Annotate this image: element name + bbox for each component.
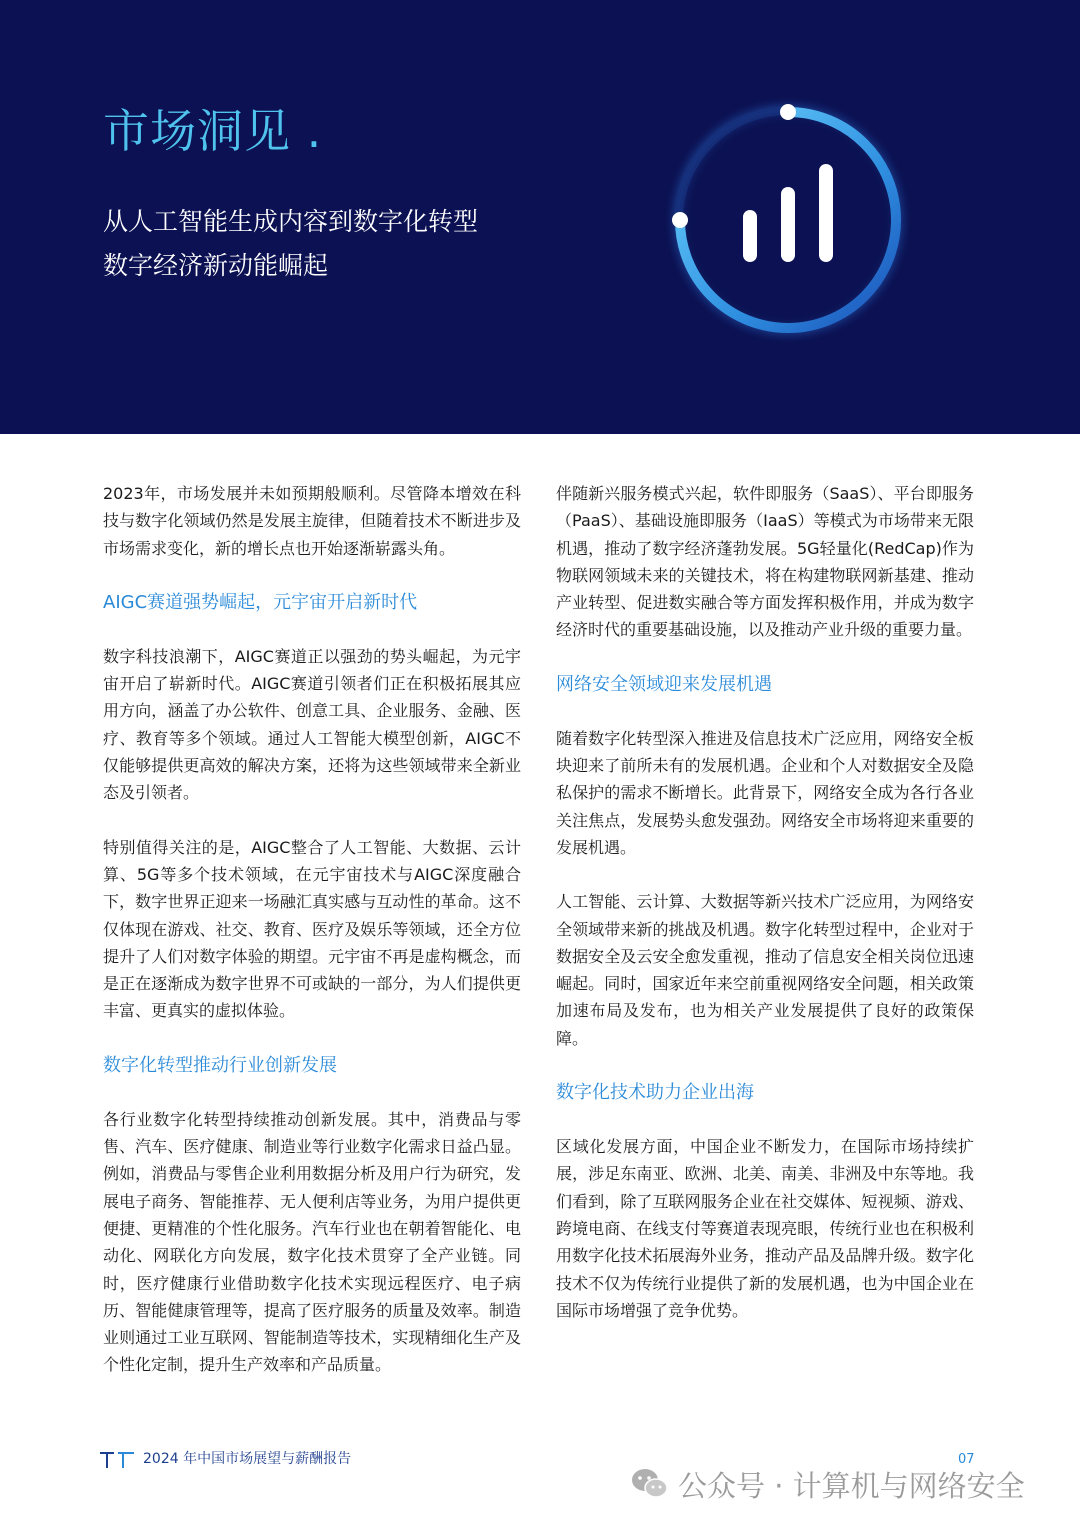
- report-title: 2024 年中国市场展望与薪酬报告: [143, 1451, 352, 1467]
- cybersecurity-paragraph-2: 人工智能、云计算、大数据等新兴技术广泛应用，为网络安全领域带来新的挑战及机遇。数字化转型过程中，企业对于数据安全及云安全愈发重视，推动了信息安全相关岗位迅速崛起。同时，国家近年来空前重视网络安全问题，相关政策加速布局及发布，也为相关产业发展提供了良好的政策保障。: [556, 892, 974, 1048]
- section-heading-digital-transformation: 数字化转型推动行业创新发展: [103, 1054, 337, 1076]
- report-logo-icon: [100, 1450, 136, 1470]
- right-column: [556, 480, 974, 1351]
- going-global-paragraph: 区域化发展方面，中国企业不断发力，在国际市场持续扩展，涉足东南亚、欧洲、北美、南美、非洲及中东等地。我们看到，除了互联网服务企业在社交媒体、短视频、游戏、跨境电商、在线支付等赛道表现亮眼，传统行业也在积极利用数字化技术拓展海外业务，推动产品及品牌升级。数字化技术不仅为传统行业提供了新的发展机遇，也为中国企业在国际市场增强了竞争优势。: [556, 1137, 974, 1320]
- watermark-text: 公众号 · 计算机与网络安全: [678, 1468, 1025, 1503]
- digital-transformation-paragraph: 各行业数字化转型持续推动创新发展。其中，消费品与零售、汽车、医疗健康、制造业等行业数字化需求日益凸显。例如，消费品与零售企业利用数据分析及用户行为研究，发展电子商务、智能推荐、无人便利店等业务，为用户提供更便捷、更精准的个性化服务。汽车行业也在朝着智能化、电动化、网联化方向发展，数字化技术贯穿了全产业链。同时，医疗健康行业借助数字化技术实现远程医疗、电子病历、智能健康管理等，提高了医疗服务的质量及效率。制造业则通过工业互联网、智能制造等技术，实现精细化生产及个性化定制，提升生产效率和产品质量。: [103, 1109, 521, 1375]
- wechat-icon: [630, 1466, 670, 1502]
- section-heading-aigc: AIGC赛道强势崛起，元宇宙开启新时代: [103, 591, 418, 613]
- right-intro-paragraph: 伴随新兴服务模式兴起，软件即服务（SaaS）、平台即服务（PaaS）、基础设施即服务（IaaS）等模式为市场带来无限机遇，推动了数字经济蓬勃发展。5G轻量化(RedCap)作为物联网领域未来的关键技术，将在构建物联网新基建、推动产业转型、促进数实融合等方面发挥积极作用，并成为数字经济时代的重要基础设施，以及推动产业升级的重要力量。: [556, 484, 974, 640]
- hero-banner: [0, 0, 1080, 434]
- aigc-paragraph-2: 特别值得关注的是，AIGC整合了人工智能、大数据、云计算、5G等多个技术领域，在元宇宙技术与AIGC深度融合下，数字世界正迎来一场融汇真实感与互动性的革命。这不仅体现在游戏、社交、教育、医疗及娱乐等领域，还全方位提升了人们对数字体验的期望。元宇宙不再是虚构概念，而是正在逐渐成为数字世界不可或缺的一部分，为人们提供更丰富、更真实的虚拟体验。: [103, 837, 521, 1021]
- left-column: [103, 480, 521, 1406]
- subtitle-line-2: 数字经济新动能崛起: [103, 251, 329, 280]
- cybersecurity-paragraph-1: 随着数字化转型深入推进及信息技术广泛应用，网络安全板块迎来了前所未有的发展机遇。企业和个人对数据安全及隐私保护的需求不断增长。此背景下，网络安全成为各行各业关注焦点，发展势头愈发强劲。网络安全市场将迎来重要的发展机遇。: [556, 728, 974, 857]
- subtitle-line-1: 从人工智能生成内容到数字化转型: [103, 207, 479, 236]
- page-number: 07: [958, 1452, 975, 1467]
- section-heading-going-global: 数字化技术助力企业出海: [556, 1082, 754, 1104]
- aigc-paragraph-1: 数字科技浪潮下，AIGC赛道正以强劲的势头崛起，为元宇宙开启了崭新时代。AIGC赛道引领者们正在积极拓展其应用方向，涵盖了办公软件、创意工具、企业服务、金融、医疗、教育等多个领域。通过人工智能大模型创新，AIGC不仅能够提供更高效的解决方案，还将为这些领域带来全新业态及引领者。: [103, 646, 521, 803]
- section-heading-cybersecurity: 网络安全领域迎来发展机遇: [556, 673, 772, 695]
- left-intro-paragraph: 2023年，市场发展并未如预期般顺利。尽管降本增效在科技与数字化领域仍然是发展主旋律，但随着技术不断进步及市场需求变化，新的增长点也开始逐渐崭露头角。: [103, 484, 521, 558]
- page-title: 市场洞见 .: [103, 104, 323, 158]
- page-subtitle: [103, 200, 478, 288]
- wechat-watermark: [630, 1462, 1025, 1506]
- bar-chart-icon: [640, 80, 920, 360]
